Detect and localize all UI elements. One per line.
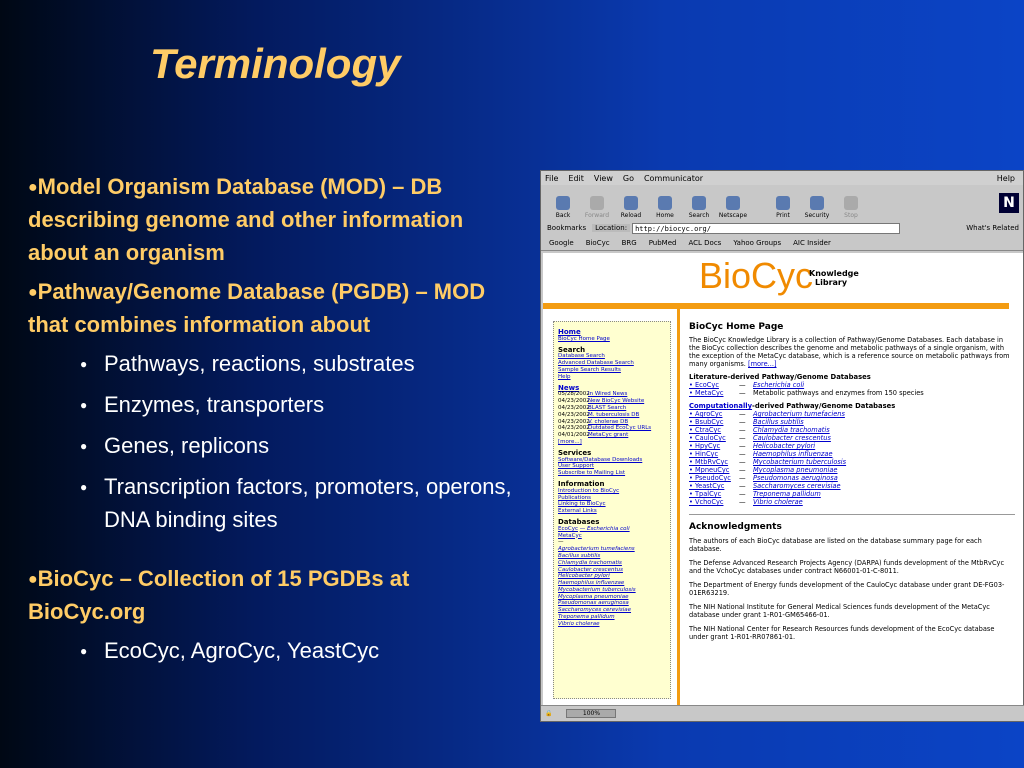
home-button[interactable]: Home [649,196,681,219]
whats-related-button[interactable]: What's Related [966,224,1019,232]
news-item [558,398,666,405]
news-link[interactable]: New BioCyc Website [588,398,645,405]
news-date: 04/23/2002 [558,418,590,425]
database-row [689,458,1015,466]
dash: — [739,458,746,466]
organism-name[interactable]: Pseudomonas aeruginosa [753,474,838,482]
menu-communicator[interactable]: Communicator [643,173,704,183]
back-button[interactable]: Back [547,196,579,219]
database-row [689,474,1015,482]
nav-org-link[interactable]: Vibrio cholerae [558,620,600,627]
slide-bullets [28,170,528,675]
dash: — [739,434,746,442]
pgdb-sub-bullet: ● Transcription factors, promoters, operons, DNA binding sites [80,470,528,536]
news-item [558,391,666,398]
acknowledgment-text: The authors of each BioCyc database are listed on the database summary page for each database. [689,537,982,553]
acknowledgments-heading: Acknowledgments [689,522,782,532]
print-icon [776,196,790,210]
news-link[interactable]: MetaCyc grant [588,432,629,439]
news-item [558,425,666,432]
location-bar [541,221,1023,235]
dash: — [739,389,746,397]
organism-name[interactable]: Helicobacter pylori [753,442,816,450]
news-date: 04/23/2002 [558,425,590,432]
database-link[interactable]: • VchoCyc [689,498,724,506]
dash: — [739,410,746,418]
database-link[interactable]: • PseudoCyc [689,474,731,482]
database-row [689,490,1015,498]
print-button[interactable]: Print [767,196,799,219]
news-link[interactable]: Outdated EcoCyc URLs [588,425,652,432]
personal-link[interactable]: Yahoo Groups [733,238,782,247]
location-label: Location: [592,224,630,232]
personal-toolbar [541,235,1023,251]
dash: — [739,498,746,506]
nav-search-link[interactable]: Sample Search Results [558,366,621,373]
back-icon [556,196,570,210]
database-row [689,381,1015,389]
database-link[interactable]: • BsubCyc [689,418,724,426]
organism-name[interactable]: Treponema pallidum [753,490,821,498]
personal-link[interactable]: ACL Docs [688,238,722,247]
database-row [689,442,1015,450]
organism-name[interactable]: Mycoplasma pneumoniae [753,466,838,474]
database-row [689,466,1015,474]
database-link[interactable]: • YeastCyc [689,482,725,490]
news-item [558,412,666,419]
url-input[interactable]: http://biocyc.org/ [632,223,900,234]
news-item [558,405,666,412]
database-link[interactable]: • CtraCyc [689,426,722,434]
dash: — [739,490,746,498]
acknowledgment-text: The Department of Energy funds development of the CauloCyc database under grant DE-FG03-01ER63219. [689,581,1005,597]
intro-text: The BioCyc Knowledge Library is a collection of Pathway/Genome Databases. Each database in the BioCyc collection describes the genome and metabolic pathways of a single organism, with the exception of the MetaCyc database, which is a reference source on metabolic pathways from many organisms. [more...] [689,336,1010,368]
news-link[interactable]: BLAST Search [588,404,627,411]
nav-org-link[interactable]: Helicobacter pylori [558,573,610,580]
literature-heading: Literature-derived Pathway/Genome Databases [689,373,871,381]
database-link[interactable]: • HpyCyc [689,442,721,450]
database-link[interactable]: • AgroCyc [689,410,723,418]
nav-info-heading: Information [558,479,605,488]
nav-services-link[interactable]: User Support [558,463,595,470]
menu-view[interactable]: View [593,173,613,183]
bullet-biocyc: ●BioCyc – Collection of 15 PGDBs at BioCyc.org [28,566,410,624]
orange-vertical-divider [677,309,680,705]
forward-button[interactable]: Forward [581,196,613,219]
orange-divider [543,303,1009,309]
acknowledgment-text: The NIH National Institute for General Medical Sciences funds development of the MetaCyc database under grant 1-R01-GM65466-01. [689,603,990,619]
nav-org-link[interactable]: Caulobacter crescentus [558,566,623,573]
nav-info-link[interactable]: Publications [558,494,592,501]
menu-bar [541,171,1023,185]
news-item [558,419,666,426]
nav-org-link[interactable]: Pseudomonas aeruginosa [558,600,629,607]
dash: — [739,418,746,426]
biocyc-logo[interactable]: BioCyc [699,255,814,296]
database-link[interactable]: • HinCyc [689,450,719,458]
pgdb-sub-bullet: ● Genes, replicons [80,429,528,462]
pgdb-sub-bullet: ● Enzymes, transporters [80,388,528,421]
reload-icon [624,196,638,210]
nav-db-ecocyc: EcoCyc — Escherichia coli [558,525,630,532]
slide-title: Terminology [150,40,401,87]
personal-link[interactable]: BRG [621,238,637,247]
nav-databases-heading: Databases [558,517,600,526]
news-link[interactable]: V. cholerae DB [588,418,629,425]
forward-icon [590,196,604,210]
dash: — [739,381,746,389]
personal-link[interactable]: AIC Insider [793,238,831,247]
personal-link[interactable]: Google [549,238,574,247]
netscape-icon [726,196,740,210]
database-row [689,434,1015,442]
menu-file[interactable]: File [545,173,559,183]
nav-org-link[interactable]: Haemophilus influenzae [558,580,625,587]
page-content [543,253,1023,705]
nav-org-link[interactable]: Bacillus subtilis [558,552,601,559]
database-row [689,450,1015,458]
acknowledgment-text: The Defense Advanced Research Projects Agency (DARPA) funds development of the MtbRvCyc and the VchoCyc databases under contract N66001-01-C-8011. [689,559,1005,575]
organism-name[interactable]: Agrobacterium tumefaciens [753,410,845,418]
news-date: 04/23/2002 [558,411,590,418]
netscape-logo[interactable]: N [999,193,1019,213]
menu-edit[interactable]: Edit [568,173,584,183]
security-icon [810,196,824,210]
database-link[interactable]: • MetaCyc [689,389,724,397]
security-status-icon[interactable]: 🔒 [545,710,553,717]
nav-info-link[interactable]: External Links [558,508,597,515]
database-row [689,410,1015,418]
database-link[interactable]: • CauloCyc [689,434,726,442]
nav-search-link[interactable]: Advanced Database Search [558,360,634,367]
acknowledgment-text: The NIH National Center for Research Resources funds development of the EcoCyc database under grant 1-R01-RR07861-01. [689,625,995,641]
biocyc-sub-bullet: ● EcoCyc, AgroCyc, YeastCyc [80,634,528,667]
database-row [689,389,1015,397]
nav-org-link[interactable]: Mycoplasma pneumoniae [558,593,629,600]
dash: — [739,474,746,482]
search-button[interactable]: Search [683,196,715,219]
nav-org-link[interactable]: Chlamydia trachomatis [558,559,622,566]
nav-search-heading: Search [558,345,586,354]
organism-name[interactable]: Escherichia coli [753,381,805,389]
security-button[interactable]: Security [801,196,833,219]
dash: — [739,482,746,490]
database-row [689,498,1015,506]
logo-subtitle: Knowledge Library [809,269,859,287]
stop-button[interactable]: Stop [835,196,867,219]
news-date: 04/23/2002 [558,398,590,405]
news-date: 05/28/2002 [558,391,590,398]
nav-db-dash: — [558,539,564,546]
computational-heading: Computationally-derived Pathway/Genome Databases [689,402,896,410]
database-link[interactable]: • MpneuCyc [689,466,730,474]
nav-news-more[interactable]: [more...] [558,438,582,445]
bookmarks-button[interactable]: Bookmarks [547,224,587,232]
personal-link[interactable]: PubMed [648,238,677,247]
nav-db-metacyc[interactable]: MetaCyc [558,532,582,539]
content-divider [689,514,1015,515]
database-row [689,418,1015,426]
nav-org-link[interactable]: Saccharomyces cerevisiae [558,607,632,614]
main-content [689,323,1015,641]
status-bar [541,705,1024,721]
browser-window [540,170,1024,722]
nav-info-link[interactable]: Introduction to BioCyc [558,487,620,494]
organism-name[interactable]: Caulobacter crescentus [753,434,831,442]
database-row [689,426,1015,434]
search-icon [692,196,706,210]
organism-name[interactable]: Bacillus subtilis [753,418,804,426]
database-link[interactable]: • MtbRvCyc [689,458,729,466]
news-date: 04/01/2002 [558,432,590,439]
nav-org-link[interactable]: Agrobacterium tumefaciens [558,546,635,553]
nav-search-link[interactable]: Help [558,373,571,380]
nav-org-link[interactable]: Mycobacterium tuberculosis [558,586,636,593]
dash: — [739,466,746,474]
dash: — [739,442,746,450]
news-link[interactable]: M. tuberculosis DB [588,411,640,418]
sidebar-nav [553,321,671,699]
dash: — [739,450,746,458]
page-heading: BioCyc Home Page [689,322,784,332]
menu-go[interactable]: Go [622,173,634,183]
nav-news-heading[interactable]: News [558,383,580,392]
nav-services-heading: Services [558,448,592,457]
progress-indicator: 100% [566,709,616,718]
home-icon [658,196,672,210]
nav-services-link[interactable]: Subscribe to Mailing List [558,470,626,477]
bullet-mod: ●Model Organism Database (MOD) – DB describing genome and other information about an organism [28,174,464,265]
organism-name[interactable]: Haemophilus influenzae [753,450,833,458]
organism-name[interactable]: Vibrio cholerae [753,498,803,506]
news-item [558,432,666,439]
nav-home-link[interactable]: BioCyc Home Page [558,335,610,342]
reload-button[interactable]: Reload [615,196,647,219]
pgdb-sub-bullet: ● Pathways, reactions, substrates [80,347,528,380]
navigation-toolbar [541,185,1023,221]
nav-org-link[interactable]: Treponema pallidum [558,614,615,621]
database-row [689,482,1015,490]
organism-name: Metabolic pathways and enzymes from 150 species [753,389,924,397]
organism-name[interactable]: Saccharomyces cerevisiae [753,482,841,490]
news-link[interactable]: In Wired News [588,391,628,398]
nav-info-link[interactable]: Linking to BioCyc [558,501,606,508]
organism-name[interactable]: Chlamydia trachomatis [753,426,830,434]
news-date: 04/23/2002 [558,404,590,411]
database-link[interactable]: • EcoCyc [689,381,719,389]
personal-link[interactable]: BioCyc [585,238,610,247]
netscape-button[interactable]: Netscape [717,196,749,219]
menu-help[interactable]: Help [996,173,1015,183]
stop-icon [844,196,858,210]
nav-home[interactable]: Home [558,328,581,336]
database-link[interactable]: • TpalCyc [689,490,722,498]
nav-services-link[interactable]: Software/Database Downloads [558,456,643,463]
bullet-pgdb: ●Pathway/Genome Database (PGDB) – MOD that combines information about [28,279,486,337]
dash: — [739,426,746,434]
nav-search-link[interactable]: Database Search [558,353,605,360]
organism-name[interactable]: Mycobacterium tuberculosis [753,458,847,466]
